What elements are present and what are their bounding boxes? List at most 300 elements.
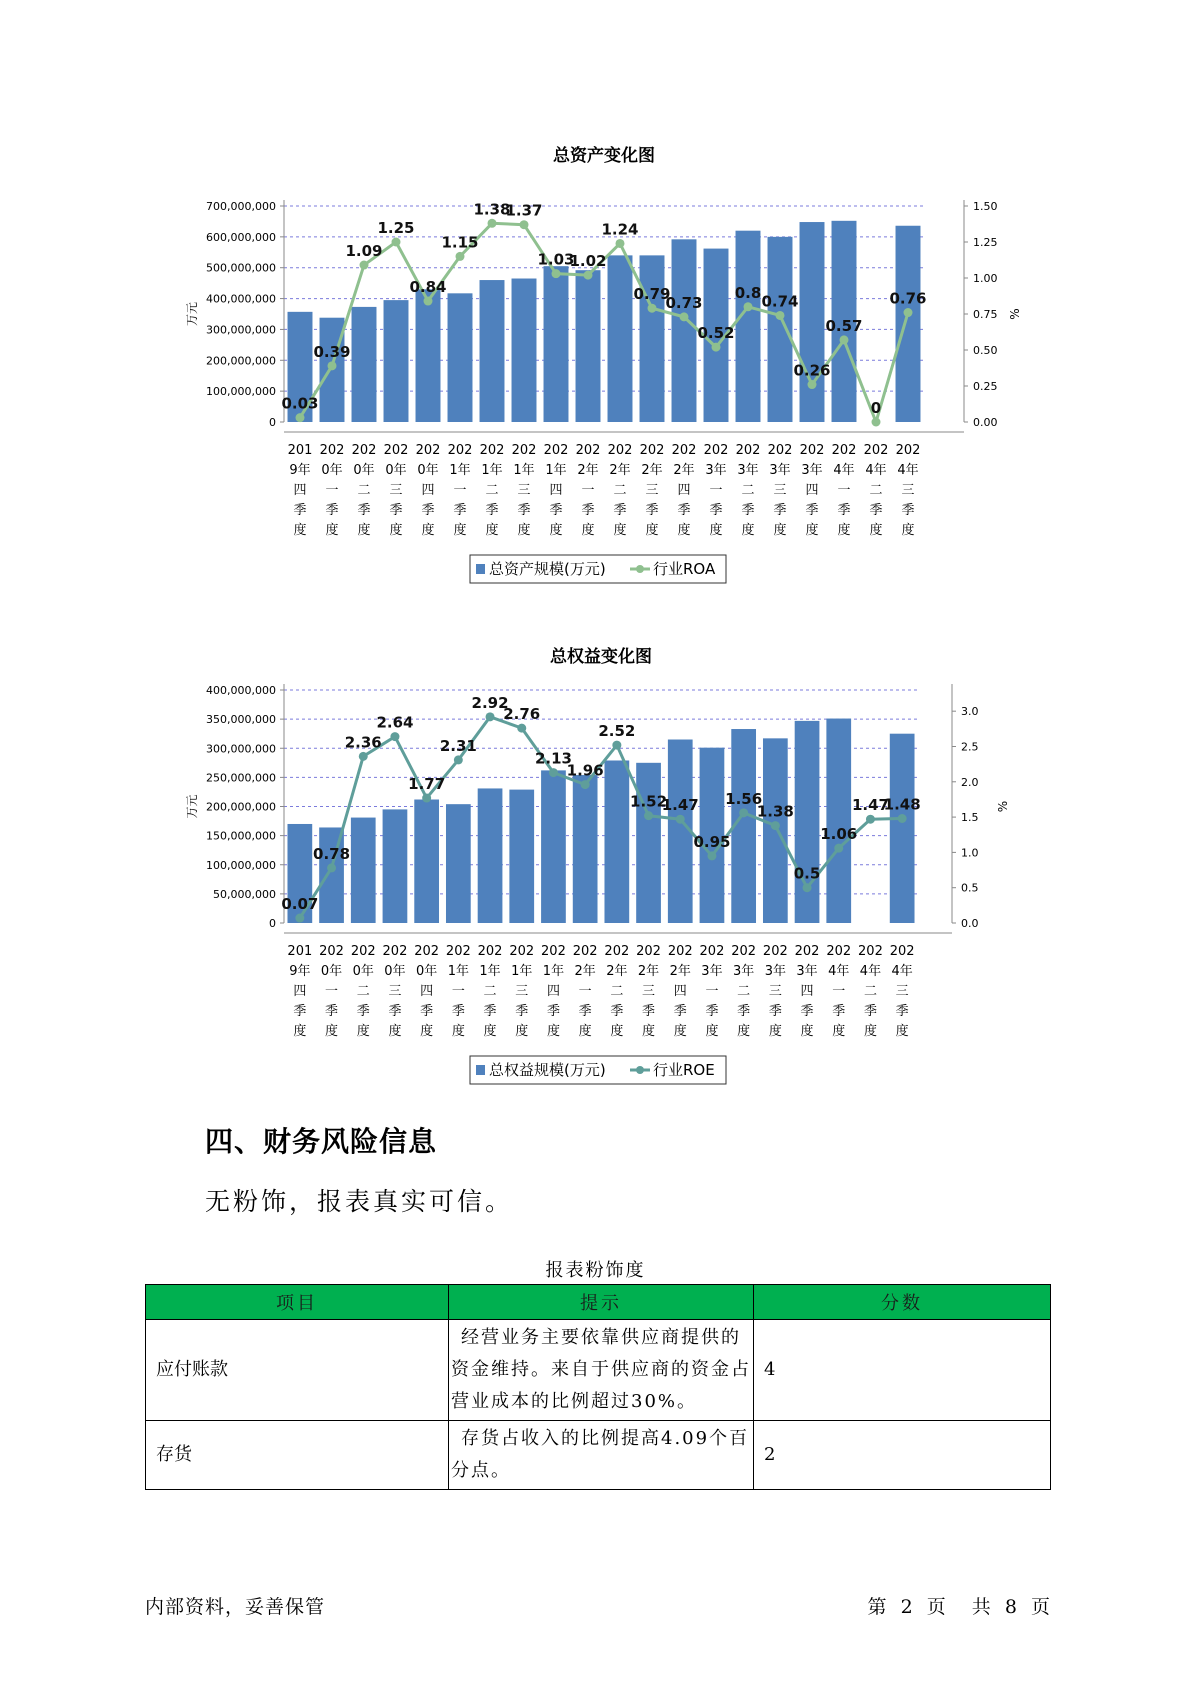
bar xyxy=(383,809,408,923)
y2-tick-label: 0.75 xyxy=(973,308,998,321)
x-tick-label xyxy=(544,443,569,538)
line-point xyxy=(486,712,495,721)
data-label: 2.92 xyxy=(471,693,509,712)
x-tick-label xyxy=(800,443,825,538)
legend-line-marker xyxy=(636,1066,644,1074)
data-label: 1.56 xyxy=(725,789,763,808)
data-label: 1.38 xyxy=(756,802,794,821)
x-tick-line: 三 xyxy=(901,483,915,498)
x-tick-line: 2年 xyxy=(574,964,596,979)
line-point xyxy=(644,811,653,820)
x-tick-line: 四 xyxy=(805,483,819,498)
bar xyxy=(672,239,697,422)
x-tick-line: 202 xyxy=(858,944,883,959)
x-tick-line: 一 xyxy=(453,483,467,498)
x-tick-line: 0年 xyxy=(384,964,406,979)
x-tick-line: 二 xyxy=(869,483,883,498)
x-tick-line: 0年 xyxy=(321,463,343,478)
x-tick-line: 三 xyxy=(773,483,787,498)
x-tick-line: 202 xyxy=(382,944,408,959)
y2-tick-label: 1.50 xyxy=(973,200,998,213)
x-tick-label xyxy=(446,944,471,1039)
x-tick-line: 季 xyxy=(869,503,883,518)
x-tick-line: 202 xyxy=(735,443,761,458)
line-point xyxy=(328,361,337,370)
x-tick-line: 一 xyxy=(451,984,465,999)
x-tick-label xyxy=(672,443,697,538)
bar xyxy=(896,226,921,422)
bar xyxy=(576,270,601,422)
x-tick-line: 202 xyxy=(831,443,857,458)
x-tick-line: 3年 xyxy=(737,463,759,478)
x-tick-line: 季 xyxy=(420,1004,434,1019)
x-tick-line: 季 xyxy=(805,503,819,518)
data-label: 1.25 xyxy=(377,219,415,237)
x-tick-line: 季 xyxy=(549,503,563,518)
x-tick-line: 二 xyxy=(863,984,877,999)
data-label: 1.96 xyxy=(566,761,604,780)
x-tick-line: 二 xyxy=(357,483,371,498)
x-tick-line: 度 xyxy=(357,523,371,538)
y2-tick-label: 0.5 xyxy=(961,881,979,895)
x-tick-line: 季 xyxy=(389,503,403,518)
x-tick-line: 一 xyxy=(705,984,719,999)
x-tick-line: 一 xyxy=(837,483,851,498)
total-prefix: 共 xyxy=(971,1596,992,1618)
x-tick-label xyxy=(287,944,312,1039)
x-tick-label xyxy=(414,944,439,1039)
data-label: 0.76 xyxy=(889,289,927,308)
line-point xyxy=(739,808,748,817)
data-label: 1.09 xyxy=(345,242,383,261)
y-tick-label: 50,000,000 xyxy=(213,887,276,901)
y2-tick-label: 0.00 xyxy=(973,416,998,429)
line-point xyxy=(744,302,753,311)
page-prefix: 第 xyxy=(867,1596,888,1618)
x-tick-line: 202 xyxy=(445,944,471,959)
data-label: 1.47 xyxy=(661,796,699,815)
x-tick-line: 202 xyxy=(767,443,793,458)
x-tick-line: 202 xyxy=(895,443,921,458)
x-tick-line: 季 xyxy=(325,503,339,518)
data-label: 1.47 xyxy=(851,796,889,815)
x-tick-line: 度 xyxy=(578,1024,592,1039)
x-tick-line: 二 xyxy=(485,483,499,498)
x-tick-line: 度 xyxy=(325,523,339,538)
x-tick-line: 202 xyxy=(572,944,598,959)
data-label: 1.38 xyxy=(473,200,511,219)
data-label: 1.02 xyxy=(569,252,607,271)
x-tick-label xyxy=(416,443,441,538)
x-tick-line: 3年 xyxy=(764,964,786,979)
y-tick-label: 0 xyxy=(269,917,276,930)
x-tick-line: 2年 xyxy=(606,964,628,979)
x-tick-line: 度 xyxy=(613,523,627,538)
x-tick-line: 度 xyxy=(388,1024,402,1039)
bar xyxy=(416,289,441,422)
bar xyxy=(541,770,566,923)
x-tick-line: 202 xyxy=(636,944,661,959)
x-tick-line: 季 xyxy=(645,503,659,518)
line-point xyxy=(707,851,716,860)
x-tick-line: 2年 xyxy=(609,463,631,478)
x-tick-line: 1年 xyxy=(511,964,533,979)
data-label: 0.73 xyxy=(665,293,703,312)
row-score: 4 xyxy=(754,1320,1051,1421)
y-tick-label: 150,000,000 xyxy=(206,829,276,843)
x-tick-line: 1年 xyxy=(479,964,501,979)
line-point xyxy=(359,752,368,761)
x-tick-line: 202 xyxy=(477,944,503,959)
bar xyxy=(509,790,534,923)
y-tick-label: 300,000,000 xyxy=(206,742,276,756)
x-tick-line: 202 xyxy=(794,944,820,959)
x-tick-line: 季 xyxy=(737,1004,751,1019)
line-point xyxy=(872,418,881,427)
line-point xyxy=(488,219,497,228)
data-label: 0.78 xyxy=(313,844,351,863)
data-label: 1.77 xyxy=(408,775,446,794)
line-point xyxy=(803,883,812,892)
x-tick-line: 2年 xyxy=(669,964,691,979)
x-tick-line: 季 xyxy=(515,1004,529,1019)
y2-tick-label: 0.25 xyxy=(973,380,998,393)
x-tick-line: 202 xyxy=(671,443,697,458)
x-tick-line: 季 xyxy=(610,1004,624,1019)
line-point xyxy=(612,741,621,750)
line-point xyxy=(327,863,336,872)
x-tick-line: 三 xyxy=(642,984,656,999)
bar xyxy=(414,800,439,923)
x-tick-line: 二 xyxy=(610,984,624,999)
x-tick-line: 202 xyxy=(383,443,409,458)
x-tick-line: 季 xyxy=(705,1004,719,1019)
line-point xyxy=(776,311,785,320)
x-tick-label xyxy=(832,443,857,538)
report-table xyxy=(145,1284,1051,1490)
line-point xyxy=(424,297,433,306)
data-label: 1.24 xyxy=(601,220,639,239)
x-tick-line: 3年 xyxy=(733,964,755,979)
x-tick-line: 1年 xyxy=(481,463,503,478)
y2-axis-label: % xyxy=(996,800,1010,813)
x-tick-line: 一 xyxy=(709,483,723,498)
x-tick-line: 度 xyxy=(581,523,595,538)
line-point xyxy=(517,724,526,733)
x-tick-line: 四 xyxy=(420,984,434,999)
x-tick-label xyxy=(640,443,665,538)
x-tick-line: 度 xyxy=(293,1024,307,1039)
y-tick-label: 300,000,000 xyxy=(206,323,276,337)
x-tick-label xyxy=(736,443,761,538)
x-tick-line: 201 xyxy=(287,944,313,959)
bar xyxy=(800,222,825,422)
bar xyxy=(604,760,629,923)
line-point xyxy=(296,413,305,422)
x-tick-label xyxy=(512,443,537,538)
x-tick-line: 季 xyxy=(293,1004,307,1019)
data-label: 0.95 xyxy=(693,832,731,851)
data-label: 0.57 xyxy=(825,316,863,335)
y-tick-label: 500,000,000 xyxy=(206,261,276,275)
x-tick-line: 202 xyxy=(703,443,729,458)
x-tick-line: 四 xyxy=(546,984,560,999)
x-tick-line: 季 xyxy=(325,1004,339,1019)
x-tick-line: 201 xyxy=(287,443,313,458)
bar xyxy=(384,300,409,422)
x-tick-line: 季 xyxy=(613,503,627,518)
data-label: 0.5 xyxy=(793,864,821,883)
x-tick-line: 二 xyxy=(613,483,627,498)
x-tick-line: 季 xyxy=(863,1004,877,1019)
x-tick-line: 1年 xyxy=(447,964,469,979)
x-tick-line: 四 xyxy=(293,483,307,498)
x-tick-line: 一 xyxy=(578,984,592,999)
x-tick-line: 度 xyxy=(453,523,467,538)
bar xyxy=(763,738,788,923)
x-tick-line: 三 xyxy=(517,483,531,498)
x-tick-label xyxy=(826,944,851,1039)
x-tick-line: 202 xyxy=(575,443,601,458)
row-item: 应付账款 xyxy=(146,1320,449,1421)
x-tick-label xyxy=(604,944,629,1039)
x-tick-line: 0年 xyxy=(353,463,375,478)
y2-tick-label: 1.0 xyxy=(961,846,979,860)
x-tick-line: 季 xyxy=(451,1004,465,1019)
x-tick-line: 二 xyxy=(741,483,755,498)
data-label: 0.8 xyxy=(734,283,762,302)
x-tick-line: 季 xyxy=(642,1004,656,1019)
line-point xyxy=(648,304,657,313)
x-tick-label xyxy=(509,944,534,1039)
x-tick-line: 四 xyxy=(677,483,691,498)
x-tick-line: 四 xyxy=(421,483,435,498)
legend-bar-label: 总权益规模(万元) xyxy=(489,1061,606,1079)
x-tick-line: 度 xyxy=(805,523,819,538)
y2-tick-label: 2.5 xyxy=(961,740,979,754)
data-label: 0 xyxy=(870,399,882,417)
y-axis-label: 万元 xyxy=(185,301,199,327)
x-tick-line: 4年 xyxy=(828,964,850,979)
data-label: 0.84 xyxy=(409,278,447,297)
x-tick-line: 三 xyxy=(388,984,402,999)
y-tick-label: 100,000,000 xyxy=(206,858,276,872)
line-point xyxy=(456,252,465,261)
x-tick-label xyxy=(858,944,883,1039)
bar xyxy=(890,734,915,923)
x-tick-line: 季 xyxy=(677,503,691,518)
line-point xyxy=(552,269,561,278)
x-tick-line: 季 xyxy=(453,503,467,518)
data-label: 0.52 xyxy=(697,324,735,343)
x-tick-line: 202 xyxy=(639,443,665,458)
bar xyxy=(608,255,633,422)
data-label: 1.52 xyxy=(630,792,668,811)
line-point xyxy=(422,794,431,803)
line-point xyxy=(840,335,849,344)
x-tick-label xyxy=(896,443,921,538)
x-tick-line: 202 xyxy=(762,944,788,959)
x-tick-line: 202 xyxy=(447,443,473,458)
bar xyxy=(512,279,537,422)
bar xyxy=(351,818,376,923)
x-tick-line: 9年 xyxy=(289,463,311,478)
data-label: 0.39 xyxy=(313,342,351,361)
x-tick-line: 4年 xyxy=(897,463,919,478)
x-tick-line: 季 xyxy=(485,503,499,518)
x-tick-line: 2年 xyxy=(637,964,660,979)
x-tick-line: 季 xyxy=(895,1004,909,1019)
y-tick-label: 350,000,000 xyxy=(206,713,276,727)
data-label: 1.48 xyxy=(883,795,921,814)
x-tick-line: 季 xyxy=(517,503,531,518)
page-total: 8 xyxy=(1004,1596,1018,1618)
x-tick-line: 三 xyxy=(645,483,659,498)
line-point xyxy=(616,239,625,248)
x-tick-line: 度 xyxy=(610,1024,624,1039)
line-point xyxy=(712,343,721,352)
legend-line-marker xyxy=(636,565,644,573)
x-tick-line: 三 xyxy=(515,984,529,999)
x-tick-line: 1年 xyxy=(513,463,535,478)
x-tick-label xyxy=(864,443,889,538)
x-tick-line: 3年 xyxy=(801,463,823,478)
data-label: 2.36 xyxy=(344,733,382,752)
footer-confidential-note: 内部资料，妥善保管 xyxy=(145,1596,326,1618)
y-tick-label: 700,000,000 xyxy=(206,200,276,213)
x-tick-label xyxy=(448,443,473,538)
x-tick-line: 季 xyxy=(421,503,435,518)
section-title: 四、财务风险信息 xyxy=(205,1125,438,1158)
x-tick-line: 三 xyxy=(389,483,403,498)
total-equity-chart xyxy=(0,640,1191,1100)
line-point xyxy=(549,768,558,777)
x-tick-line: 度 xyxy=(642,1024,656,1039)
x-tick-line: 3年 xyxy=(705,463,727,478)
x-tick-line: 季 xyxy=(483,1004,497,1019)
y-tick-label: 400,000,000 xyxy=(206,292,276,306)
x-tick-line: 度 xyxy=(768,1024,782,1039)
x-tick-label xyxy=(700,944,725,1039)
x-tick-line: 季 xyxy=(773,503,787,518)
x-tick-label xyxy=(704,443,729,538)
page-unit: 页 xyxy=(926,1596,947,1618)
line-point xyxy=(898,814,907,823)
x-tick-line: 季 xyxy=(901,503,915,518)
data-label: 0.26 xyxy=(793,361,831,380)
y-tick-label: 400,000,000 xyxy=(206,684,276,697)
y-tick-label: 0 xyxy=(269,416,276,429)
x-tick-line: 202 xyxy=(319,443,345,458)
x-tick-line: 4年 xyxy=(859,964,882,979)
data-label: 0.03 xyxy=(281,394,319,413)
x-tick-line: 季 xyxy=(388,1004,402,1019)
line-point xyxy=(520,220,529,229)
bar xyxy=(478,788,503,923)
x-tick-label xyxy=(478,944,503,1039)
bar xyxy=(636,763,661,923)
x-tick-line: 季 xyxy=(673,1004,687,1019)
x-tick-line: 202 xyxy=(667,944,693,959)
x-tick-line: 季 xyxy=(768,1004,782,1019)
x-tick-line: 季 xyxy=(581,503,595,518)
x-tick-line: 四 xyxy=(293,984,307,999)
x-tick-line: 202 xyxy=(350,944,376,959)
line-point xyxy=(581,780,590,789)
data-label: 2.52 xyxy=(598,722,636,741)
x-tick-line: 度 xyxy=(901,523,915,538)
x-tick-line: 四 xyxy=(800,984,814,999)
x-tick-line: 度 xyxy=(709,523,723,538)
x-tick-label xyxy=(383,944,408,1039)
row-item: 存货 xyxy=(146,1421,449,1490)
row-score: 2 xyxy=(754,1421,1051,1490)
x-tick-label xyxy=(320,443,345,538)
x-tick-line: 202 xyxy=(604,944,630,959)
bar xyxy=(826,719,851,923)
x-tick-label xyxy=(288,443,313,538)
x-tick-line: 2年 xyxy=(673,463,695,478)
x-tick-line: 202 xyxy=(889,944,915,959)
x-tick-line: 4年 xyxy=(865,463,887,478)
x-tick-line: 二 xyxy=(483,984,497,999)
x-tick-line: 1年 xyxy=(545,463,567,478)
x-tick-line: 季 xyxy=(709,503,723,518)
x-tick-line: 三 xyxy=(768,984,782,999)
y2-tick-label: 3.0 xyxy=(961,705,979,719)
x-tick-line: 0年 xyxy=(416,964,438,979)
x-tick-line: 度 xyxy=(837,523,851,538)
line-point xyxy=(808,380,817,389)
table-title: 报表粉饰度 xyxy=(545,1260,646,1281)
x-tick-line: 度 xyxy=(483,1024,497,1039)
header-item: 项目 xyxy=(146,1285,449,1320)
data-label: 0.79 xyxy=(633,285,671,304)
data-label: 1.15 xyxy=(441,233,479,252)
x-tick-label xyxy=(319,944,344,1039)
x-tick-line: 202 xyxy=(799,443,825,458)
line-point xyxy=(771,821,780,830)
table-header-row xyxy=(146,1285,1051,1320)
data-label: 0.07 xyxy=(281,895,319,914)
x-tick-line: 度 xyxy=(895,1024,909,1039)
x-tick-line: 度 xyxy=(515,1024,529,1039)
chart-title: 总权益变化图 xyxy=(550,647,652,667)
y-tick-label: 250,000,000 xyxy=(206,771,276,785)
x-tick-line: 2年 xyxy=(641,463,663,478)
x-tick-label xyxy=(795,944,820,1039)
x-tick-label xyxy=(768,443,793,538)
x-tick-line: 二 xyxy=(737,984,751,999)
x-tick-line: 二 xyxy=(356,984,370,999)
x-tick-line: 度 xyxy=(546,1024,560,1039)
total-assets-chart xyxy=(0,140,1191,600)
x-tick-line: 0年 xyxy=(417,463,439,478)
x-tick-line: 202 xyxy=(414,944,440,959)
legend-bar-label: 总资产规模(万元) xyxy=(489,560,606,578)
x-tick-line: 季 xyxy=(837,503,851,518)
x-tick-line: 1年 xyxy=(449,463,471,478)
row-tip: 经营业务主要依靠供应商提供的资金维持。来自于供应商的资金占营业成本的比例超过30%。 xyxy=(449,1320,754,1421)
x-tick-line: 3年 xyxy=(769,463,791,478)
x-tick-line: 度 xyxy=(832,1024,846,1039)
x-tick-label xyxy=(731,944,756,1039)
x-tick-line: 度 xyxy=(705,1024,719,1039)
bar xyxy=(448,293,473,422)
x-tick-line: 四 xyxy=(549,483,563,498)
x-tick-line: 9年 xyxy=(289,964,311,979)
legend-bar-swatch xyxy=(476,1065,485,1075)
